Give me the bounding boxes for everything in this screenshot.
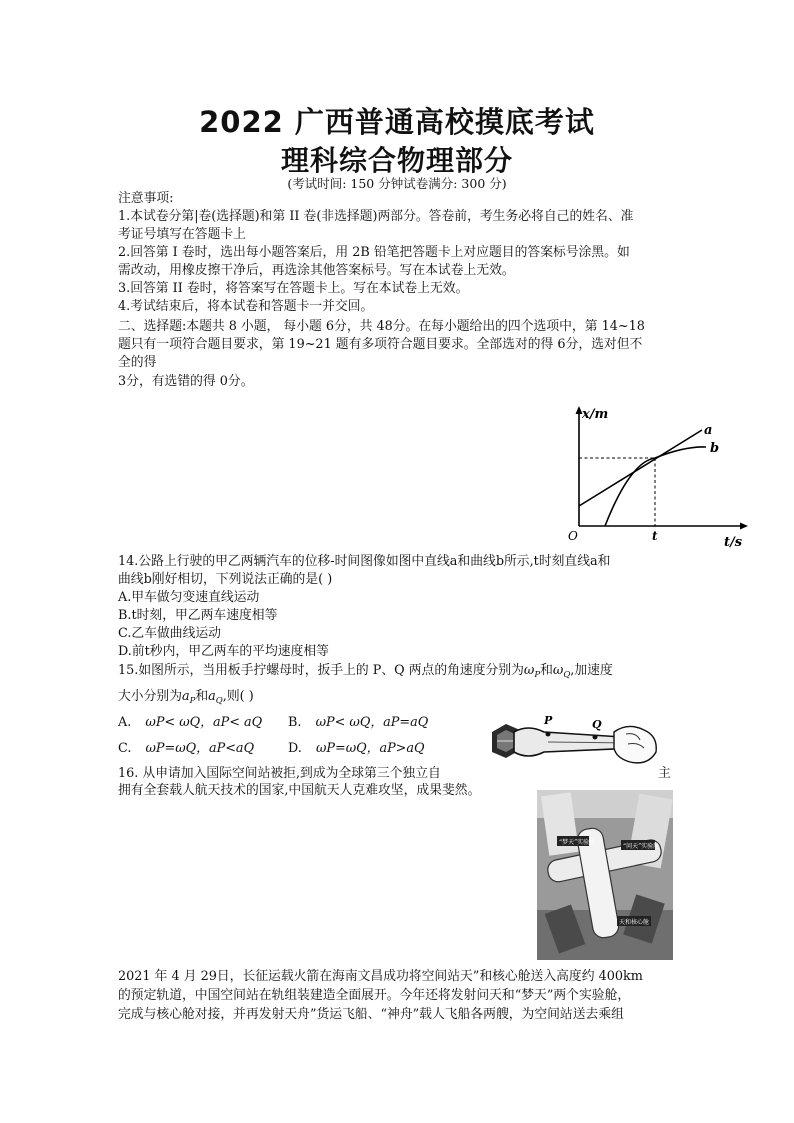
q15-option-a — [118, 714, 262, 732]
subscript-p: P — [534, 670, 541, 680]
q15-text: ,加速度 — [570, 663, 613, 678]
q16-stem-line-end: 主 — [658, 766, 671, 781]
curve-a-label: a — [704, 423, 713, 438]
q14-option: B.t时刻，甲乙两车速度相等 — [118, 608, 278, 623]
notice-heading: 注意事项: — [118, 191, 174, 206]
origin-label: O — [568, 529, 578, 543]
wrench-q-label: Q — [592, 718, 602, 731]
point-p-marker — [546, 732, 551, 737]
q15-option-label: A. — [118, 715, 132, 730]
q15-stem-line1 — [118, 662, 613, 685]
accel-symbol: a — [181, 689, 190, 704]
notice-line: 考证号填写在答题卡上 — [118, 227, 246, 242]
subscript-q: Q — [215, 696, 223, 706]
accel-symbol: a — [208, 689, 216, 704]
q15-stem-line2 — [118, 688, 254, 711]
omega-symbol: ω — [552, 663, 564, 678]
t-mark-label: t — [652, 529, 658, 543]
notice-line: 2.回答第 I 卷时，选出每小题答案后，用 2B 铅笔把答题卡上对应题目的答案标号涂黑。如 — [118, 245, 630, 260]
closing-line: 的预定轨道，中国空间站在轨组装建造全面展开。今年还将发射问天和“梦天”两个实验舱， — [118, 988, 631, 1003]
x-axis-arrow — [740, 523, 748, 530]
notice-line: 4.考试结束后，将本试卷和答题卡一并交回。 — [118, 299, 374, 314]
exam-info: (考试时间: 150 分钟试卷满分: 300 分) — [287, 176, 507, 191]
q15-text: ,则( ) — [222, 689, 254, 704]
subscript-p: P — [189, 696, 196, 706]
notice-line: 3.回答第 II 卷时，将答案写在答题卡上。写在本试卷上无效。 — [118, 281, 469, 296]
omega-symbol: ω — [523, 663, 535, 678]
q14-option: C.乙车做曲线运动 — [118, 626, 221, 641]
wrench-p-label: P — [544, 714, 553, 727]
q14-option: D.前t秒内，甲乙两车的平均速度相等 — [118, 644, 329, 659]
photo-label: 天和核心舱 — [619, 919, 650, 926]
x-axis-label: t/s — [724, 535, 743, 550]
photo-label: “梦天”实验舱 — [559, 839, 596, 846]
position-time-graph — [560, 400, 755, 555]
section2-line: 二、选择题:本题共 8 小题， 每小题 6分，共 48分。在每小题给出的四个选项中，第 14~18 — [118, 319, 645, 334]
y-axis-label: x/m — [582, 407, 609, 422]
q15-text: 和 — [195, 689, 209, 704]
q15-option-b — [288, 714, 428, 732]
notice-line: 需改动，用橡皮擦干净后，再选涂其他答案标号。写在本试卷上无效。 — [118, 263, 515, 278]
section2-line: 全的得 — [118, 355, 157, 370]
q15-option-c — [118, 740, 254, 758]
q16-stem-line: 16. 从申请加入国际空间站被拒,到成为全球第三个独立自 — [118, 766, 441, 781]
space-station-photo — [537, 790, 673, 960]
line-a — [579, 430, 702, 506]
curve-b-label: b — [710, 441, 720, 456]
section2-line: 3分，有选错的得 0分。 — [118, 374, 254, 389]
exam-subtitle: 理科综合物理部分 — [280, 144, 513, 177]
photo-label: “问天”实验舱 — [623, 843, 660, 850]
q14-option: A.甲车做匀变速直线运动 — [118, 590, 260, 605]
subscript-q: Q — [563, 670, 571, 680]
q15-option-text: ωP=ωQ，aP>aQ — [315, 741, 425, 756]
hand-icon — [614, 726, 656, 762]
q15-option-d — [288, 740, 425, 758]
q15-text: 15.如图所示，当用板手拧螺母时，扳手上的 P、Q 两点的角速度分别为 — [118, 663, 524, 678]
q16-stem-line: 拥有全套载人航天技术的国家,中国航天人克难攻坚，成果斐然。 — [118, 783, 481, 798]
q15-option-text: ωP< ωQ，aP< aQ — [145, 715, 263, 730]
q15-option-text: ωP< ωQ，aP=aQ — [315, 715, 429, 730]
section2-line: 题只有一项符合题目要求，第 19~21 题有多项符合题目要求。全部选对的得 6分，选对但不 — [118, 337, 643, 352]
q15-text: 和 — [540, 663, 553, 678]
exam-title: 2022 广西普通高校摸底考试 — [199, 105, 595, 139]
q14-stem-line: 14.公路上行驶的甲乙两辆汽车的位移-时间图像如图中直线a和曲线b所示,t时刻直线a和 — [118, 554, 611, 569]
notice-line: 1.本试卷分第|卷(选择题)和第 II 卷(非选择题)两部分。答卷前，考生务必将自己的姓名、准 — [118, 209, 634, 224]
q15-option-text: ωP=ωQ，aP<aQ — [145, 741, 255, 756]
wrench-illustration — [488, 712, 670, 772]
closing-line: 完成与核心舱对接，并再发射天舟”货运飞船、“神舟”载人飞船各两艘，为空间站送去乘组 — [118, 1007, 624, 1022]
q15-text: 大小分别为 — [118, 689, 182, 704]
q15-option-label: B. — [288, 715, 302, 730]
point-q-marker — [593, 735, 598, 740]
q15-option-label: D. — [288, 741, 302, 756]
q14-stem-line: 曲线b刚好相切，下列说法正确的是( ) — [118, 572, 333, 587]
q15-option-label: C. — [118, 741, 132, 756]
closing-line: 2021 年 4 月 29日，长征运载火箭在海南文昌成功将空间站天”和核心舱送入高度约 400km — [118, 969, 643, 984]
